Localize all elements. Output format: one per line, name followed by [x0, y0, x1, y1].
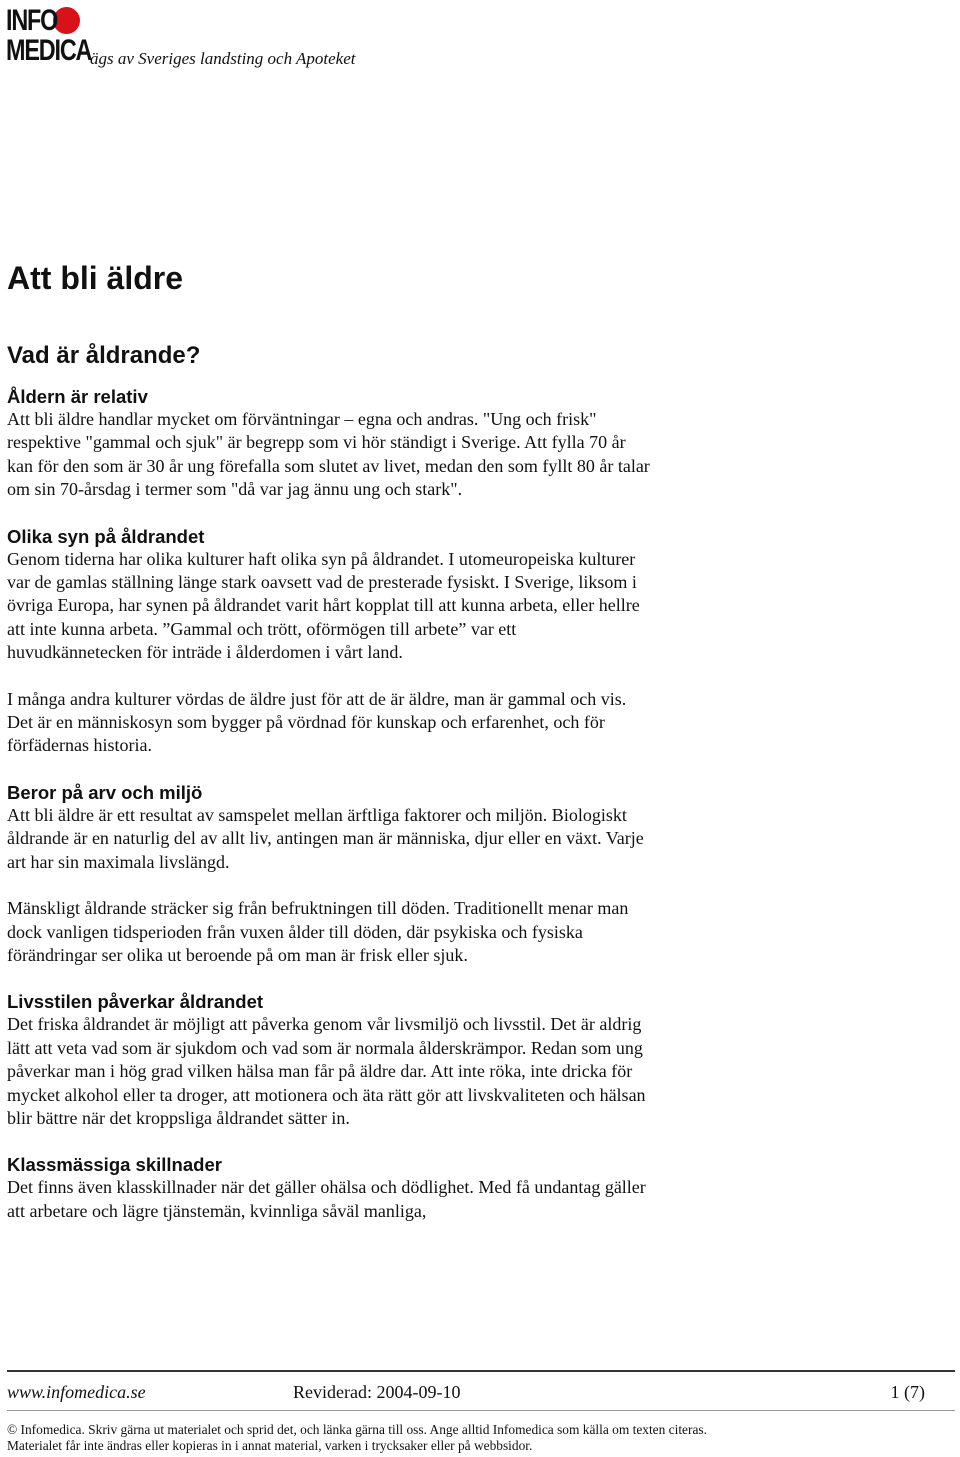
paragraph: I många andra kulturer vördas de äldre just för att de är äldre, man är gammal och vis. Det är en människosyn som bygger på vördnad för kunskap och erfarenhet, och för förfädernas historia. [7, 688, 627, 756]
header-tagline: ägs av Sveriges landsting och Apoteket [90, 49, 356, 68]
section-arv-och-miljo [7, 781, 652, 967]
section-olika-syn [7, 525, 652, 758]
paragraph: Det friska åldrandet är möjligt att påverka genom vår livsmiljö och livsstil. Det är aldrig lätt att veta vad som är sjukdom och vad som är normala ålderskrämpor. Redan som ung påverkar man i hög grad vilken hälsa man får på äldre dar. Att inte röka, inte dricka för mycket alkohol eller ta droger, att motionera och äta rätt gör att livskvaliteten och hälsan blir bättre när det kroppsliga åldrandet sätter in. [7, 1014, 646, 1128]
infomedica-logo [6, 4, 92, 67]
page-header [6, 6, 946, 68]
section-aldern-ar-relativ [7, 385, 652, 502]
footer-notice-divider [7, 1410, 955, 1411]
section-klassmassiga-skillnader [7, 1153, 652, 1223]
section-heading: Klassmässiga skillnader [7, 1154, 222, 1176]
section-heading: Olika syn på åldrandet [7, 525, 205, 547]
paragraph: Att bli äldre handlar mycket om förväntningar – egna och andras. "Ung och frisk" respektive "gammal och sjuk" är begrepp som vi hör ständigt i Sverige. Att fylla 70 år kan för den som är 30 år ung förefalla som slutet av livet, medan den som fyllt 80 år talar om sin 70-årsdag i termer som "då var jag ännu ung och stark". [7, 409, 650, 500]
section-heading: Livsstilen påverkar åldrandet [7, 991, 264, 1013]
section-heading: Åldern är relativ [7, 386, 148, 407]
document-body [7, 258, 652, 1246]
footer-page-number: 1 (7) [890, 1382, 925, 1402]
footer-website-link[interactable]: www.infomedica.se [7, 1382, 146, 1402]
section-livsstilen [7, 990, 652, 1130]
document-heading: Vad är åldrande? [7, 342, 201, 369]
page-footer [7, 1380, 925, 1404]
paragraph: Det finns även klasskillnader när det gäller ohälsa och dödlighet. Med få undantag gäller att arbetare och lägre tjänstemän, kvinnliga såväl manliga, [7, 1177, 646, 1221]
copyright-line-1: © Infomedica. Skriv gärna ut materialet och sprid det, och länka gärna till oss. Ange alltid Infomedica som källa om texten citeras. [7, 1422, 707, 1437]
paragraph: Genom tiderna har olika kulturer haft olika syn på åldrandet. I utomeuropeiska kulturer var de gamlas ställning länge stark oavsett vad de presterade fysiskt. I Sverige, liksom i övriga Europa, har synen på åldrandet varit hårt kopplat till att kunna arbeta, eller hellre att inte kunna arbeta. ”Gammal och trött, oförmögen till arbete” var ett huvudkännetecken för inträde i ålderdomen i vårt land. [7, 548, 640, 663]
document-title: Att bli äldre [7, 260, 184, 296]
footer-divider [7, 1370, 955, 1372]
section-heading: Beror på arv och miljö [7, 781, 203, 803]
logo-line-medica: MEDICA [6, 34, 92, 67]
logo-line-info: INFO [6, 4, 58, 37]
paragraph: Mänskligt åldrande sträcker sig från befruktningen till döden. Traditionellt menar man dock vanligen tidsperioden från vuxen ålder till döden, där psykiska och fysiska förändringar ser olika ut beroende på om man är frisk eller sjuk. [7, 898, 629, 965]
footer-revised-date: Reviderad: 2004-09-10 [293, 1382, 461, 1402]
copyright-notice [7, 1422, 947, 1454]
copyright-line-2: Materialet får inte ändras eller kopieras in i annat material, varken i trycksaker eller på webbsidor. [7, 1438, 533, 1453]
paragraph: Att bli äldre är ett resultat av samspelet mellan ärftliga faktorer och miljön. Biologiskt åldrande är en naturlig del av allt liv, antingen man är människa, djur eller en växt. Varje art har sin maximala livslängd. [7, 804, 644, 872]
